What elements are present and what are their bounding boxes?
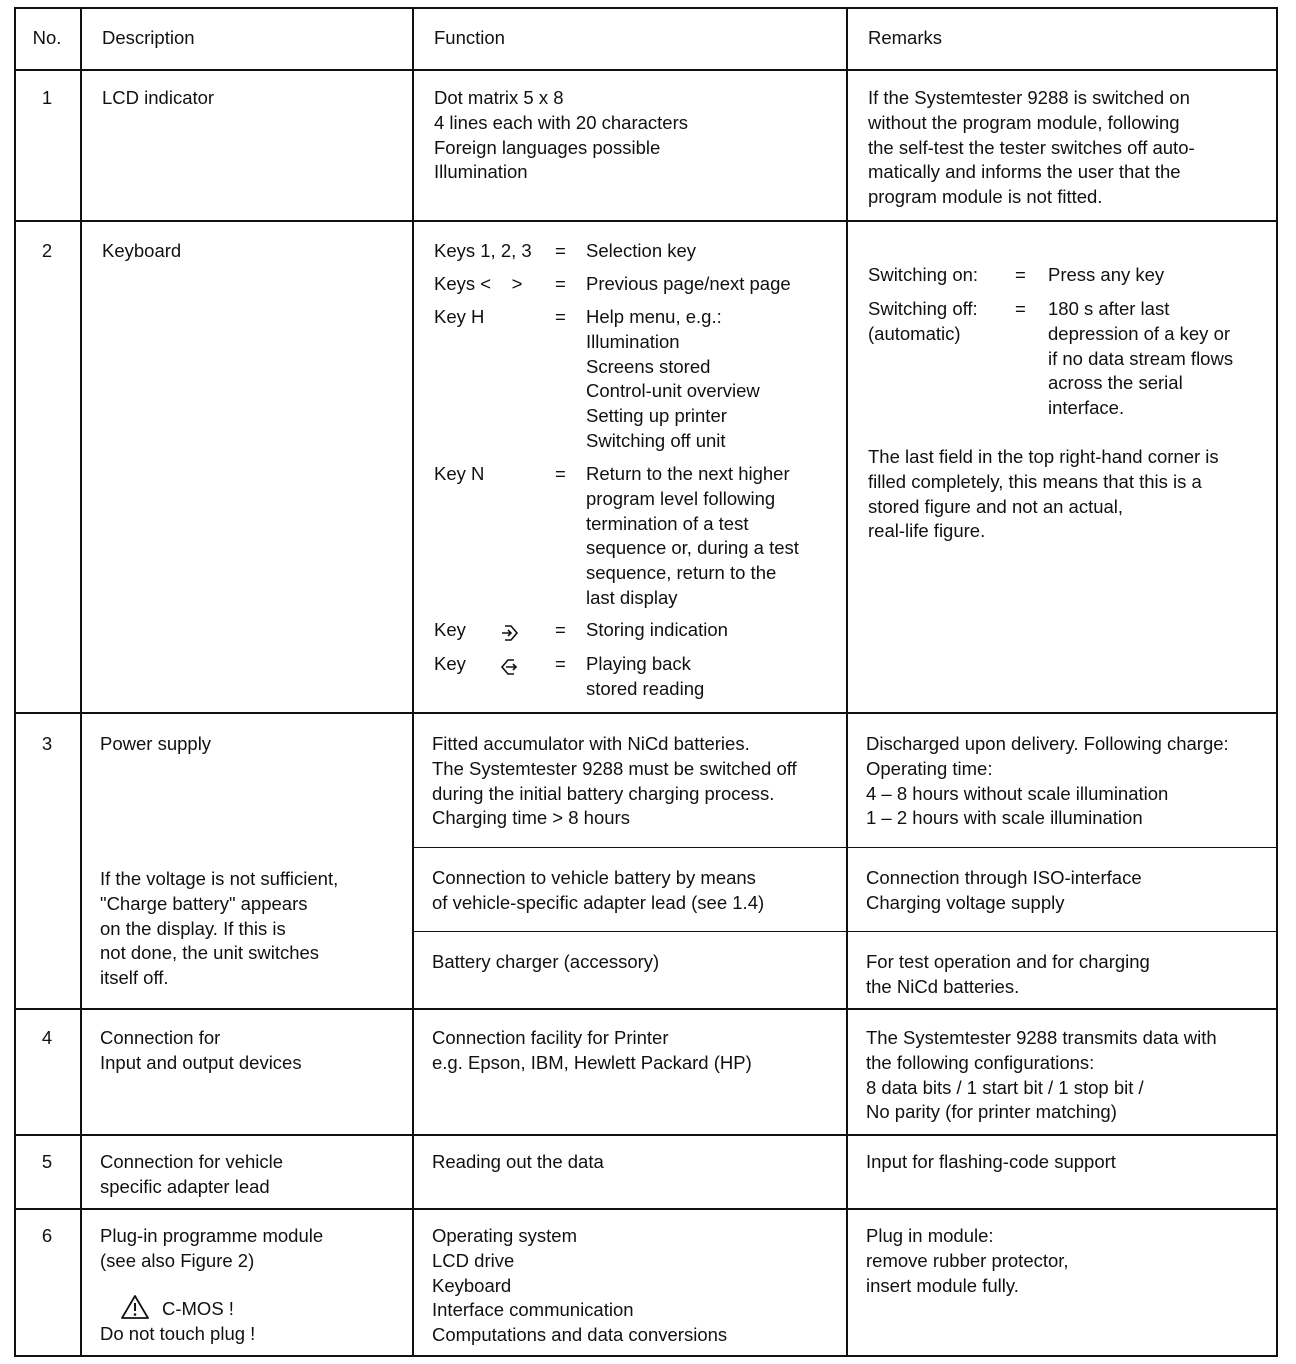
row-description: Plug-in programme module (see also Figure 2) — [100, 1225, 324, 1271]
equals-sign: = — [555, 463, 566, 484]
row-function: Connection to vehicle battery by means of vehicle-specific adapter lead (see 1.4) — [432, 867, 765, 913]
warning-triangle-icon — [120, 1294, 150, 1320]
row-description: Power supply — [100, 733, 212, 754]
header-no: No. — [32, 27, 62, 48]
key-function: Help menu, e.g.: Illumination Screens stored Control-unit overview Setting up printer Switching off unit — [586, 306, 760, 451]
header-description: Description — [102, 27, 195, 48]
row-remarks: The Systemtester 9288 transmits data with the following configurations: 8 data bits / 1 start bit / 1 stop bit / No parity (for printer matching) — [866, 1027, 1217, 1123]
table-row-6 — [16, 1208, 1276, 1355]
equals-sign: = — [555, 306, 566, 327]
row-number: 1 — [41, 87, 53, 108]
key-label: Key — [434, 653, 466, 674]
sub-row-divider — [848, 931, 1276, 932]
switching-off-text: 180 s after last depression of a key or if no data stream flows across the serial interface. — [1048, 298, 1234, 419]
playback-arrow-icon — [498, 656, 520, 678]
table-row-4 — [16, 1008, 1276, 1136]
display-note: The last field in the top right-hand corner is filled completely, this means that this is a stored figure and not an actual, real-life figure. — [868, 446, 1219, 542]
key-label: Keys < > — [434, 273, 523, 294]
table-row-1 — [16, 69, 1276, 222]
row-description: Connection for vehicle specific adapter lead — [100, 1151, 284, 1197]
sub-row-divider — [414, 847, 846, 848]
low-voltage-note: If the voltage is not sufficient, "Charge battery" appears on the display. If this is not done, the unit switches itself off. — [100, 868, 339, 989]
equals-sign: = — [555, 240, 566, 261]
equals-sign: = — [555, 273, 566, 294]
row-number: 4 — [41, 1027, 53, 1048]
row-description: Connection for Input and output devices — [100, 1027, 302, 1073]
do-not-touch-warning: Do not touch plug ! — [100, 1323, 256, 1344]
row-remarks: Connection through ISO-interface Charging voltage supply — [866, 867, 1142, 913]
row-function: Battery charger (accessory) — [432, 951, 660, 972]
cmos-warning: C-MOS ! — [162, 1298, 234, 1319]
row-description: Keyboard — [102, 240, 182, 261]
header-function: Function — [434, 27, 505, 48]
row-remarks: If the Systemtester 9288 is switched on without the program module, following the self-test the tester switches off auto- matically and informs the user that the program module is not fitted. — [868, 87, 1195, 208]
row-number: 3 — [41, 733, 53, 754]
key-function: Previous page/next page — [586, 273, 791, 294]
table-row-5 — [16, 1134, 1276, 1210]
row-remarks: Input for flashing-code support — [866, 1151, 1116, 1172]
switching-off-label: Switching off: (automatic) — [868, 298, 978, 344]
sub-row-divider — [414, 931, 846, 932]
switching-on-text: Press any key — [1048, 264, 1165, 285]
row-function: Dot matrix 5 x 8 4 lines each with 20 characters Foreign languages possible Illumination — [434, 87, 688, 183]
key-label: Key N — [434, 463, 485, 484]
header-remarks: Remarks — [868, 27, 943, 48]
switching-on-label: Switching on: — [868, 264, 979, 285]
keyboard-key-list — [414, 222, 848, 714]
table-header-row — [16, 9, 1276, 69]
key-function: Return to the next higher program level following termination of a test sequence or, during a test sequence, return to the last display — [586, 463, 799, 608]
row-number: 6 — [41, 1225, 53, 1246]
key-label: Key — [434, 619, 466, 640]
row-number: 5 — [41, 1151, 53, 1172]
sub-row-divider — [848, 847, 1276, 848]
row-remarks: Discharged upon delivery. Following charge: Operating time: 4 – 8 hours without scale illumination 1 – 2 hours with scale illumination — [866, 733, 1229, 829]
row-function: Fitted accumulator with NiCd batteries. The Systemtester 9288 must be switched off during the initial battery charging process. Charging time > 8 hours — [432, 733, 797, 829]
key-function: Selection key — [586, 240, 697, 261]
equals-sign: = — [555, 653, 566, 674]
store-arrow-icon — [499, 622, 521, 644]
row-remarks: For test operation and for charging the NiCd batteries. — [866, 951, 1150, 997]
key-label: Keys 1, 2, 3 — [434, 240, 532, 261]
table-row-2 — [16, 220, 1276, 714]
row-function: Connection facility for Printer e.g. Epson, IBM, Hewlett Packard (HP) — [432, 1027, 752, 1073]
row-function: Reading out the data — [432, 1151, 604, 1172]
key-label: Key H — [434, 306, 485, 327]
equals-sign: = — [1015, 264, 1026, 285]
equals-sign: = — [555, 619, 566, 640]
row-function: Operating system LCD drive Keyboard Interface communication Computations and data conversions — [432, 1225, 728, 1346]
specification-table — [14, 7, 1278, 1357]
key-function: Storing indication — [586, 619, 728, 640]
table-row-3 — [16, 712, 1276, 1010]
equals-sign: = — [1015, 298, 1026, 319]
row-remarks: Plug in module: remove rubber protector, insert module fully. — [866, 1225, 1069, 1296]
row-number: 2 — [41, 240, 53, 261]
row-description: LCD indicator — [102, 87, 215, 108]
key-function: Playing back stored reading — [586, 653, 705, 699]
